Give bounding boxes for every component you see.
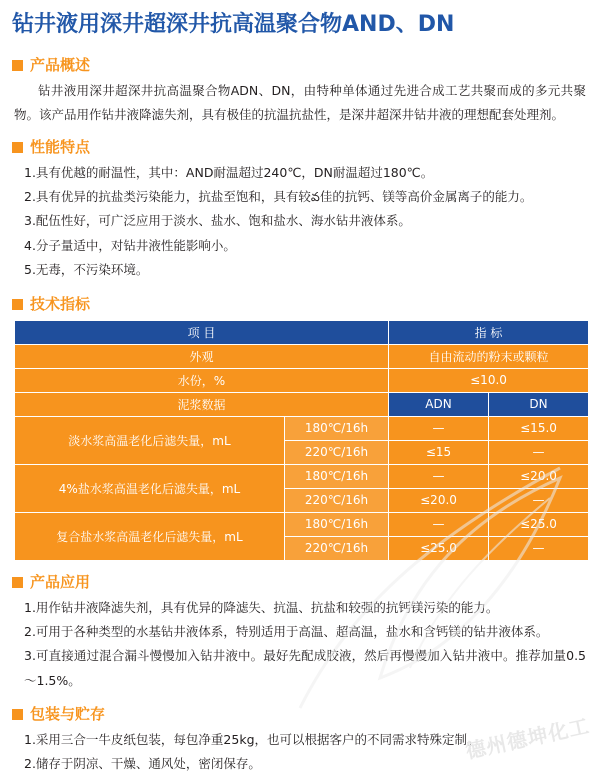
list-item: 2.具有优异的抗盐类污染能力，抗盐至饱和，具有较వ佳的抗钙、镁等高价金属离子的能力。 bbox=[24, 189, 533, 205]
overview-paragraph: 钻井液用深井超深井抗高温聚合物ADN、DN，由特种单体通过先进合成工艺共聚而成的多元共聚物。该产品用作钻井液降滤失剂，具有极佳的抗温抗盐性，是深井超深井钻井液的理想配套处理剂。 bbox=[14, 83, 586, 122]
row-value-adn: — bbox=[389, 512, 489, 536]
section-title-application: 产品应用 bbox=[30, 572, 91, 591]
section-header-overview bbox=[12, 58, 590, 73]
sub-col-header-adn: ADN bbox=[389, 392, 489, 416]
list-item: 3.配伍性好，可广泛应用于淡水、盐水、饱和盐水、海水钻井液体系。 bbox=[24, 213, 411, 229]
table-row bbox=[15, 512, 589, 536]
table-row bbox=[15, 344, 589, 368]
row-label: 4%盐水浆高温老化后滤失量，mL bbox=[15, 464, 285, 512]
row-label: 复合盐水浆高温老化后滤失量，mL bbox=[15, 512, 285, 560]
col-header-item: 项 目 bbox=[15, 320, 389, 344]
table-row-subheader bbox=[15, 392, 589, 416]
row-value-adn: ≤20.0 bbox=[389, 488, 489, 512]
list-item: 4.分子量适中，对钻井液性能影响小。 bbox=[24, 237, 236, 253]
table-row-header bbox=[15, 320, 589, 344]
section-title-performance: 性能特点 bbox=[30, 137, 91, 156]
section-header-packaging bbox=[12, 707, 590, 722]
list-item: 1.用作钻井液降滤失剂，具有优异的降滤失、抗温、抗盐和较强的抗钙镁污染的能力。 bbox=[24, 599, 499, 615]
col-header-spec: 指 标 bbox=[389, 320, 589, 344]
square-bullet-icon bbox=[12, 709, 23, 720]
row-condition: 180℃/16h bbox=[285, 416, 389, 440]
section-header-application bbox=[12, 572, 590, 591]
square-bullet-icon bbox=[12, 60, 23, 71]
section-title-overview: 产品概述 bbox=[30, 56, 91, 75]
list-item: 3.可直接通过混合漏斗慢慢加入钻井液中。最好先配成胶液，然后再慢慢加入钻井液中。推荐加量0.5～1.5%。 bbox=[24, 648, 586, 688]
row-value: 自由流动的粉末或颗粒 bbox=[389, 344, 589, 368]
row-label: 泥浆数据 bbox=[15, 392, 389, 416]
row-condition: 220℃/16h bbox=[285, 536, 389, 560]
row-value-adn: ≤25.0 bbox=[389, 536, 489, 560]
page-title: 钻井液用深井超深井抗高温聚合物AND、DN bbox=[12, 12, 455, 37]
row-value-dn: ≤20.0 bbox=[489, 464, 589, 488]
row-condition: 220℃/16h bbox=[285, 440, 389, 464]
row-value-dn: ≤15.0 bbox=[489, 416, 589, 440]
row-label: 外观 bbox=[15, 344, 389, 368]
row-value-dn: — bbox=[489, 440, 589, 464]
table-row bbox=[15, 464, 589, 488]
sub-col-header-dn: DN bbox=[489, 392, 589, 416]
performance-list bbox=[10, 161, 590, 283]
list-item: 2.储存于阴凉、干燥、通风处，密闭保存。 bbox=[24, 756, 261, 772]
table-row bbox=[15, 368, 589, 392]
row-condition: 180℃/16h bbox=[285, 464, 389, 488]
list-item: 5.无毒，不污染环境。 bbox=[24, 262, 149, 278]
row-value-dn: — bbox=[489, 488, 589, 512]
list-item: 2.可用于各种类型的水基钻井液体系，特别适用于高温、超高温，盐水和含钙镁的钻井液体系。 bbox=[24, 623, 549, 639]
application-list bbox=[10, 596, 590, 694]
section-title-specs: 技术指标 bbox=[30, 294, 91, 313]
row-condition: 180℃/16h bbox=[285, 512, 389, 536]
row-condition: 220℃/16h bbox=[285, 488, 389, 512]
section-header-specs bbox=[12, 294, 590, 313]
watermark-text: 德州德坤化工 bbox=[463, 713, 592, 764]
row-value-dn: — bbox=[489, 536, 589, 560]
section-header-performance bbox=[12, 137, 590, 156]
list-item: 1.具有优越的耐温性，其中：AND耐温超过240℃，DN耐温超过180℃。 bbox=[24, 164, 434, 180]
section-title-packaging: 包装与贮存 bbox=[30, 705, 106, 724]
square-bullet-icon bbox=[12, 299, 23, 310]
row-label: 水份，% bbox=[15, 368, 389, 392]
row-value-adn: — bbox=[389, 464, 489, 488]
square-bullet-icon bbox=[12, 577, 23, 588]
row-value-adn: — bbox=[389, 416, 489, 440]
specs-table bbox=[14, 320, 589, 561]
list-item: 1.采用三合一牛皮纸包装，每包净重25kg，也可以根据客户的不同需求特殊定制。 bbox=[24, 732, 480, 748]
row-label: 淡水浆高温老化后滤失量，mL bbox=[15, 416, 285, 464]
table-row bbox=[15, 416, 589, 440]
square-bullet-icon bbox=[12, 142, 23, 153]
row-value: ≤10.0 bbox=[389, 368, 589, 392]
row-value-adn: ≤15 bbox=[389, 440, 489, 464]
row-value-dn: ≤25.0 bbox=[489, 512, 589, 536]
